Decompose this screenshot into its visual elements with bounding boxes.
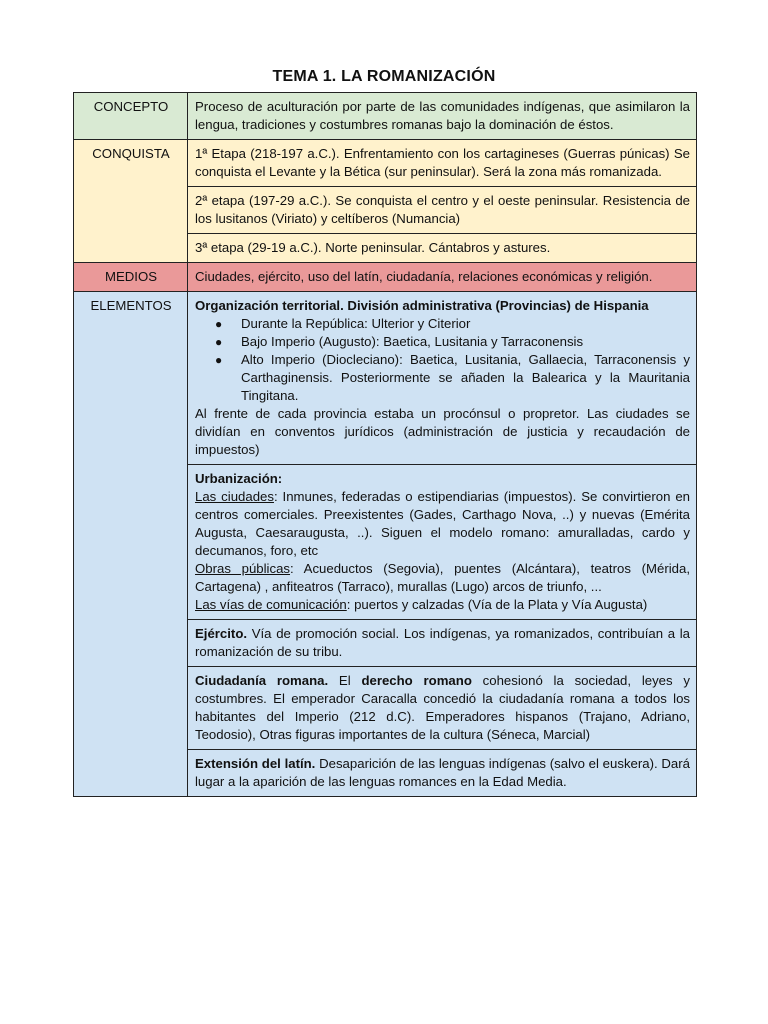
- vias-text: : puertos y calzadas (Vía de la Plata y Vía Augusta): [346, 597, 648, 612]
- list-item: ● Bajo Imperio (Augusto): Baetica, Lusitania y Tarraconensis: [241, 333, 690, 351]
- obras-label: Obras públicas: [195, 561, 291, 576]
- page-title: TEMA 1. LA ROMANIZACIÓN: [272, 68, 496, 85]
- organizacion-text: Al frente de cada provincia estaba un procónsul o propretor. Las ciudades se dividían en conventos jurídicos (administración de justicia y recaudación de impuestos): [195, 406, 690, 457]
- obras-paragraph: [195, 560, 690, 596]
- label-concepto: CONCEPTO: [74, 93, 188, 140]
- conquista-etapa-3: 3ª etapa (29-19 a.C.). Norte peninsular. Cántabros y astures.: [188, 234, 697, 263]
- conquista-etapa-2: 2ª etapa (197-29 a.C.). Se conquista el centro y el oeste peninsular. Resistencia de los lusitanos (Viriato) y celtíberos (Numancia): [188, 187, 697, 234]
- obras-text: : Acueductos (Segovia), puentes (Alcántara), teatros (Mérida, Cartagena) , anfiteatros (Tarraco), murallas (Lugo) arcos de triunfo, ...: [195, 561, 690, 594]
- latin-cell: [188, 750, 697, 797]
- row-elementos-organizacion: [74, 292, 697, 465]
- derecho-romano: derecho romano: [361, 673, 472, 688]
- latin-text: Desaparición de las lenguas indígenas (salvo el euskera). Dará lugar a la aparición de las lenguas romances en la Edad Media.: [195, 756, 690, 789]
- latin-heading: Extensión del latín.: [195, 756, 316, 771]
- vias-label: Las vías de comunicación: [195, 597, 347, 612]
- list-item: ● Durante la República: Ulterior y Citerior: [241, 315, 690, 333]
- provincias-list: [195, 315, 690, 405]
- urbanizacion-cell: [188, 465, 697, 620]
- ciudades-text: : Inmunes, federadas o estipendiarias (impuestos). Se convirtieron en centros comerciales. Preexistentes (Gades, Carthago Nova, ..) y nuevas (Emérita Augusta, Caesaraugusta, ..). Siguen el modelo romano: amuralladas, cardo y decumanos, foro, etc: [195, 489, 690, 558]
- ejercito-text: Vía de promoción social. Los indígenas, ya romanizados, contribuían a la romanización de su tribu.: [195, 626, 690, 659]
- concepto-text: Proceso de aculturación por parte de las comunidades indígenas, que asimilaron la lengua, tradiciones y costumbres romanas bajo la dominación de éstos.: [188, 93, 697, 140]
- row-concepto: [74, 93, 697, 140]
- list-item: ● Alto Imperio (Diocleciano): Baetica, Lusitania, Gallaecia, Tarraconensis y Carthaginensis. Posteriormente se añaden la Balearica y la Mauritania Tingitana.: [241, 351, 690, 405]
- row-medios: [74, 263, 697, 292]
- label-medios: MEDIOS: [74, 263, 188, 292]
- conquista-etapa-1: 1ª Etapa (218-197 a.C.). Enfrentamiento con los cartagineses (Guerras púnicas) Se conquista el Levante y la Bética (sur peninsular). Será la zona más romanizada.: [188, 140, 697, 187]
- organizacion-heading: Organización territorial. División administrativa (Provincias) de Hispania: [195, 298, 649, 313]
- ciudadania-heading: Ciudadanía romana.: [195, 673, 329, 688]
- label-elementos: ELEMENTOS: [74, 292, 188, 797]
- ejercito-heading: Ejército.: [195, 626, 248, 641]
- ciudades-label: Las ciudades: [195, 489, 274, 504]
- vias-paragraph: [195, 596, 690, 614]
- medios-text: Ciudades, ejército, uso del latín, ciudadanía, relaciones económicas y religión.: [188, 263, 697, 292]
- urbanizacion-heading: Urbanización:: [195, 471, 283, 486]
- row-conquista-1: [74, 140, 697, 187]
- ciudadania-cell: Ciudadanía romana. El derecho romano cohesionó la sociedad, leyes y costumbres. El emperador Caracalla concedió la ciudadanía romana a todos los habitantes del Imperio (212 d.C). Emperadores hispanos (Trajano, Adriano, Teodosio), Otras figuras importantes de la cultura (Séneca, Marcial): [188, 667, 697, 750]
- ciudades-paragraph: [195, 488, 690, 560]
- ejercito-cell: [188, 620, 697, 667]
- romanization-table: [73, 92, 697, 797]
- label-conquista: CONQUISTA: [74, 140, 188, 263]
- organizacion-cell: [188, 292, 697, 465]
